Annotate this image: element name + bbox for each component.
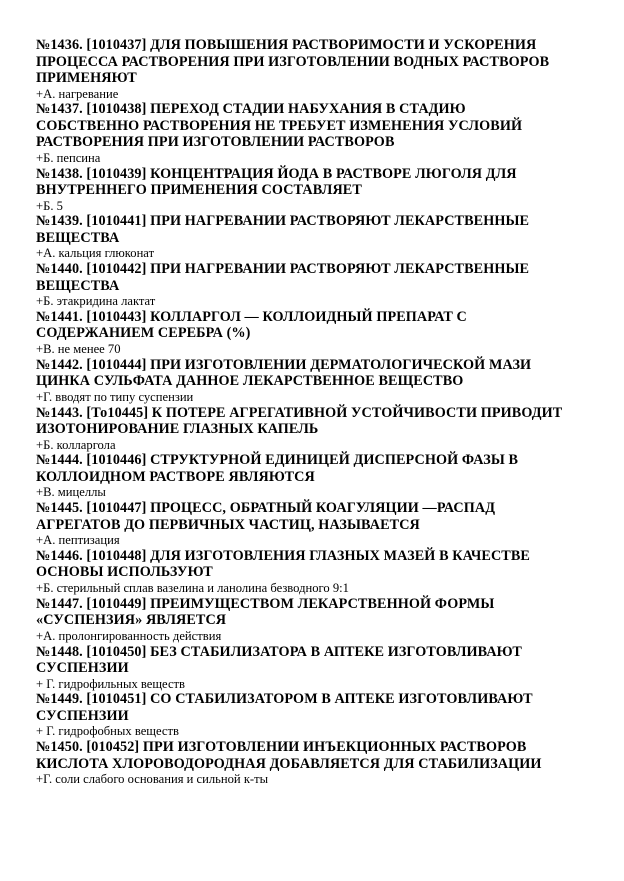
question-item — [36, 691, 596, 739]
question-line: СОДЕРЖАНИЕМ СЕРЕБРА (%) — [36, 325, 251, 342]
question-line: №1439. [1010441] ПРИ НАГРЕВАНИИ РАСТВОРЯЮТ ЛЕКАРСТВЕННЫЕ — [36, 213, 530, 230]
question-line: ИЗОТОНИРОВАНИЕ ГЛАЗНЫХ КАПЕЛЬ — [36, 421, 319, 438]
answer-line: +Г. вводят по типу суспензии — [36, 389, 194, 404]
question-line: СУСПЕНЗИИ — [36, 660, 129, 677]
question-item — [36, 500, 596, 548]
question-item — [36, 739, 596, 787]
question-line: №1437. [1010438] ПЕРЕХОД СТАДИИ НАБУХАНИЯ В СТАДИЮ — [36, 101, 466, 118]
answer-line: +А. пептизация — [36, 533, 120, 548]
document-page — [36, 37, 596, 787]
question-line: АГРЕГАТОВ ДО ПЕРВИЧНЫХ ЧАСТИЦ, НАЗЫВАЕТСЯ — [36, 516, 420, 533]
question-line: №1440. [1010442] ПРИ НАГРЕВАНИИ РАСТВОРЯЮТ ЛЕКАРСТВЕННЫЕ — [36, 261, 530, 278]
question-item — [36, 548, 596, 596]
question-item — [36, 357, 596, 405]
answer-line: + Г. гидрофильных веществ — [36, 676, 185, 691]
question-line: №1446. [1010448] ДЛЯ ИЗГОТОВЛЕНИЯ ГЛАЗНЫХ МАЗЕЙ В КАЧЕСТВЕ — [36, 547, 530, 564]
answer-line: +Б. пепсина — [36, 150, 101, 165]
question-line: РАСТВОРЕНИЯ ПРИ ИЗГОТОВЛЕНИИ РАСТВОРОВ — [36, 134, 395, 151]
question-line: ЦИНКА СУЛЬФАТА ДАННОЕ ЛЕКАРСТВЕННОЕ ВЕЩЕСТВО — [36, 373, 464, 390]
question-line: ВЕЩЕСТВА — [36, 277, 120, 294]
answer-line: +Б. этакридина лактат — [36, 294, 156, 309]
question-line: №1444. [1010446] СТРУКТУРНОЙ ЕДИНИЦЕЙ ДИСПЕРСНОЙ ФАЗЫ В — [36, 452, 519, 469]
question-item — [36, 452, 596, 500]
question-item — [36, 37, 596, 101]
answer-line: + Г. гидрофобных веществ — [36, 724, 179, 739]
question-line: №1436. [1010437] ДЛЯ ПОВЫШЕНИЯ РАСТВОРИМОСТИ И УСКОРЕНИЯ — [36, 37, 537, 53]
answer-line: +Г. соли слабого основания и сильной к-ты — [36, 772, 269, 787]
question-item — [36, 261, 596, 309]
question-item — [36, 405, 596, 453]
question-line: ПРОЦЕССА РАСТВОРЕНИЯ ПРИ ИЗГОТОВЛЕНИИ ВОДНЫХ РАСТВОРОВ — [36, 53, 550, 70]
question-line: ВЕЩЕСТВА — [36, 229, 120, 246]
question-line: №1443. [То10445] К ПОТЕРЕ АГРЕГАТИВНОЙ УСТОЙЧИВОСТИ ПРИВОДИТ — [36, 404, 563, 421]
answer-line: +В. мицеллы — [36, 485, 106, 500]
question-line: КИСЛОТА ХЛОРОВОДОРОДНАЯ ДОБАВЛЯЕТСЯ ДЛЯ СТАБИЛИЗАЦИИ — [36, 755, 542, 772]
question-line: СУСПЕНЗИИ — [36, 707, 129, 724]
question-line: ВНУТРЕННЕГО ПРИМЕНЕНИЯ СОСТАВЛЯЕТ — [36, 182, 362, 199]
answer-line: +Б. 5 — [36, 198, 63, 213]
answer-line: +В. не менее 70 — [36, 341, 121, 356]
answer-line: +А. пролонгированность действия — [36, 628, 222, 643]
question-item — [36, 166, 596, 214]
answer-line: +Б. колларгола — [36, 437, 116, 452]
question-item — [36, 213, 596, 261]
question-item — [36, 101, 596, 165]
question-line: №1450. [010452] ПРИ ИЗГОТОВЛЕНИИ ИНЪЕКЦИОННЫХ РАСТВОРОВ — [36, 739, 527, 756]
answer-line: +Б. стерильный сплав вазелина и ланолина безводного 9:1 — [36, 580, 349, 595]
question-line: №1449. [1010451] СО СТАБИЛИЗАТОРОМ В АПТЕКЕ ИЗГОТОВЛИВАЮТ — [36, 691, 533, 708]
question-line: №1448. [1010450] БЕЗ СТАБИЛИЗАТОРА В АПТЕКЕ ИЗГОТОВЛИВАЮТ — [36, 643, 522, 660]
question-line: «СУСПЕНЗИЯ» ЯВЛЯЕТСЯ — [36, 612, 227, 629]
question-line: №1447. [1010449] ПРЕИМУЩЕСТВОМ ЛЕКАРСТВЕННОЙ ФОРМЫ — [36, 595, 495, 612]
question-line: ОСНОВЫ ИСПОЛЬЗУЮТ — [36, 564, 213, 581]
question-line: СОБСТВЕННО РАСТВОРЕНИЯ НЕ ТРЕБУЕТ ИЗМЕНЕНИЯ УСЛОВИЙ — [36, 117, 523, 134]
answer-line: +А. нагревание — [36, 86, 119, 101]
question-line: №1438. [1010439] КОНЦЕНТРАЦИЯ ЙОДА В РАСТВОРЕ ЛЮГОЛЯ ДЛЯ — [36, 165, 517, 182]
question-line: №1441. [1010443] КОЛЛАРГОЛ — КОЛЛОИДНЫЙ ПРЕПАРАТ С — [36, 308, 467, 325]
question-line: КОЛЛОИДНОМ РАСТВОРЕ ЯВЛЯЮТСЯ — [36, 468, 315, 485]
question-line: ПРИМЕНЯЮТ — [36, 70, 137, 86]
question-item — [36, 309, 596, 357]
answer-line: +А. кальция глюконат — [36, 246, 155, 261]
question-line: №1445. [1010447] ПРОЦЕСС, ОБРАТНЫЙ КОАГУЛЯЦИИ —РАСПАД — [36, 500, 496, 517]
question-item — [36, 644, 596, 692]
question-item — [36, 596, 596, 644]
question-line: №1442. [1010444] ПРИ ИЗГОТОВЛЕНИИ ДЕРМАТОЛОГИЧЕСКОЙ МАЗИ — [36, 356, 532, 373]
